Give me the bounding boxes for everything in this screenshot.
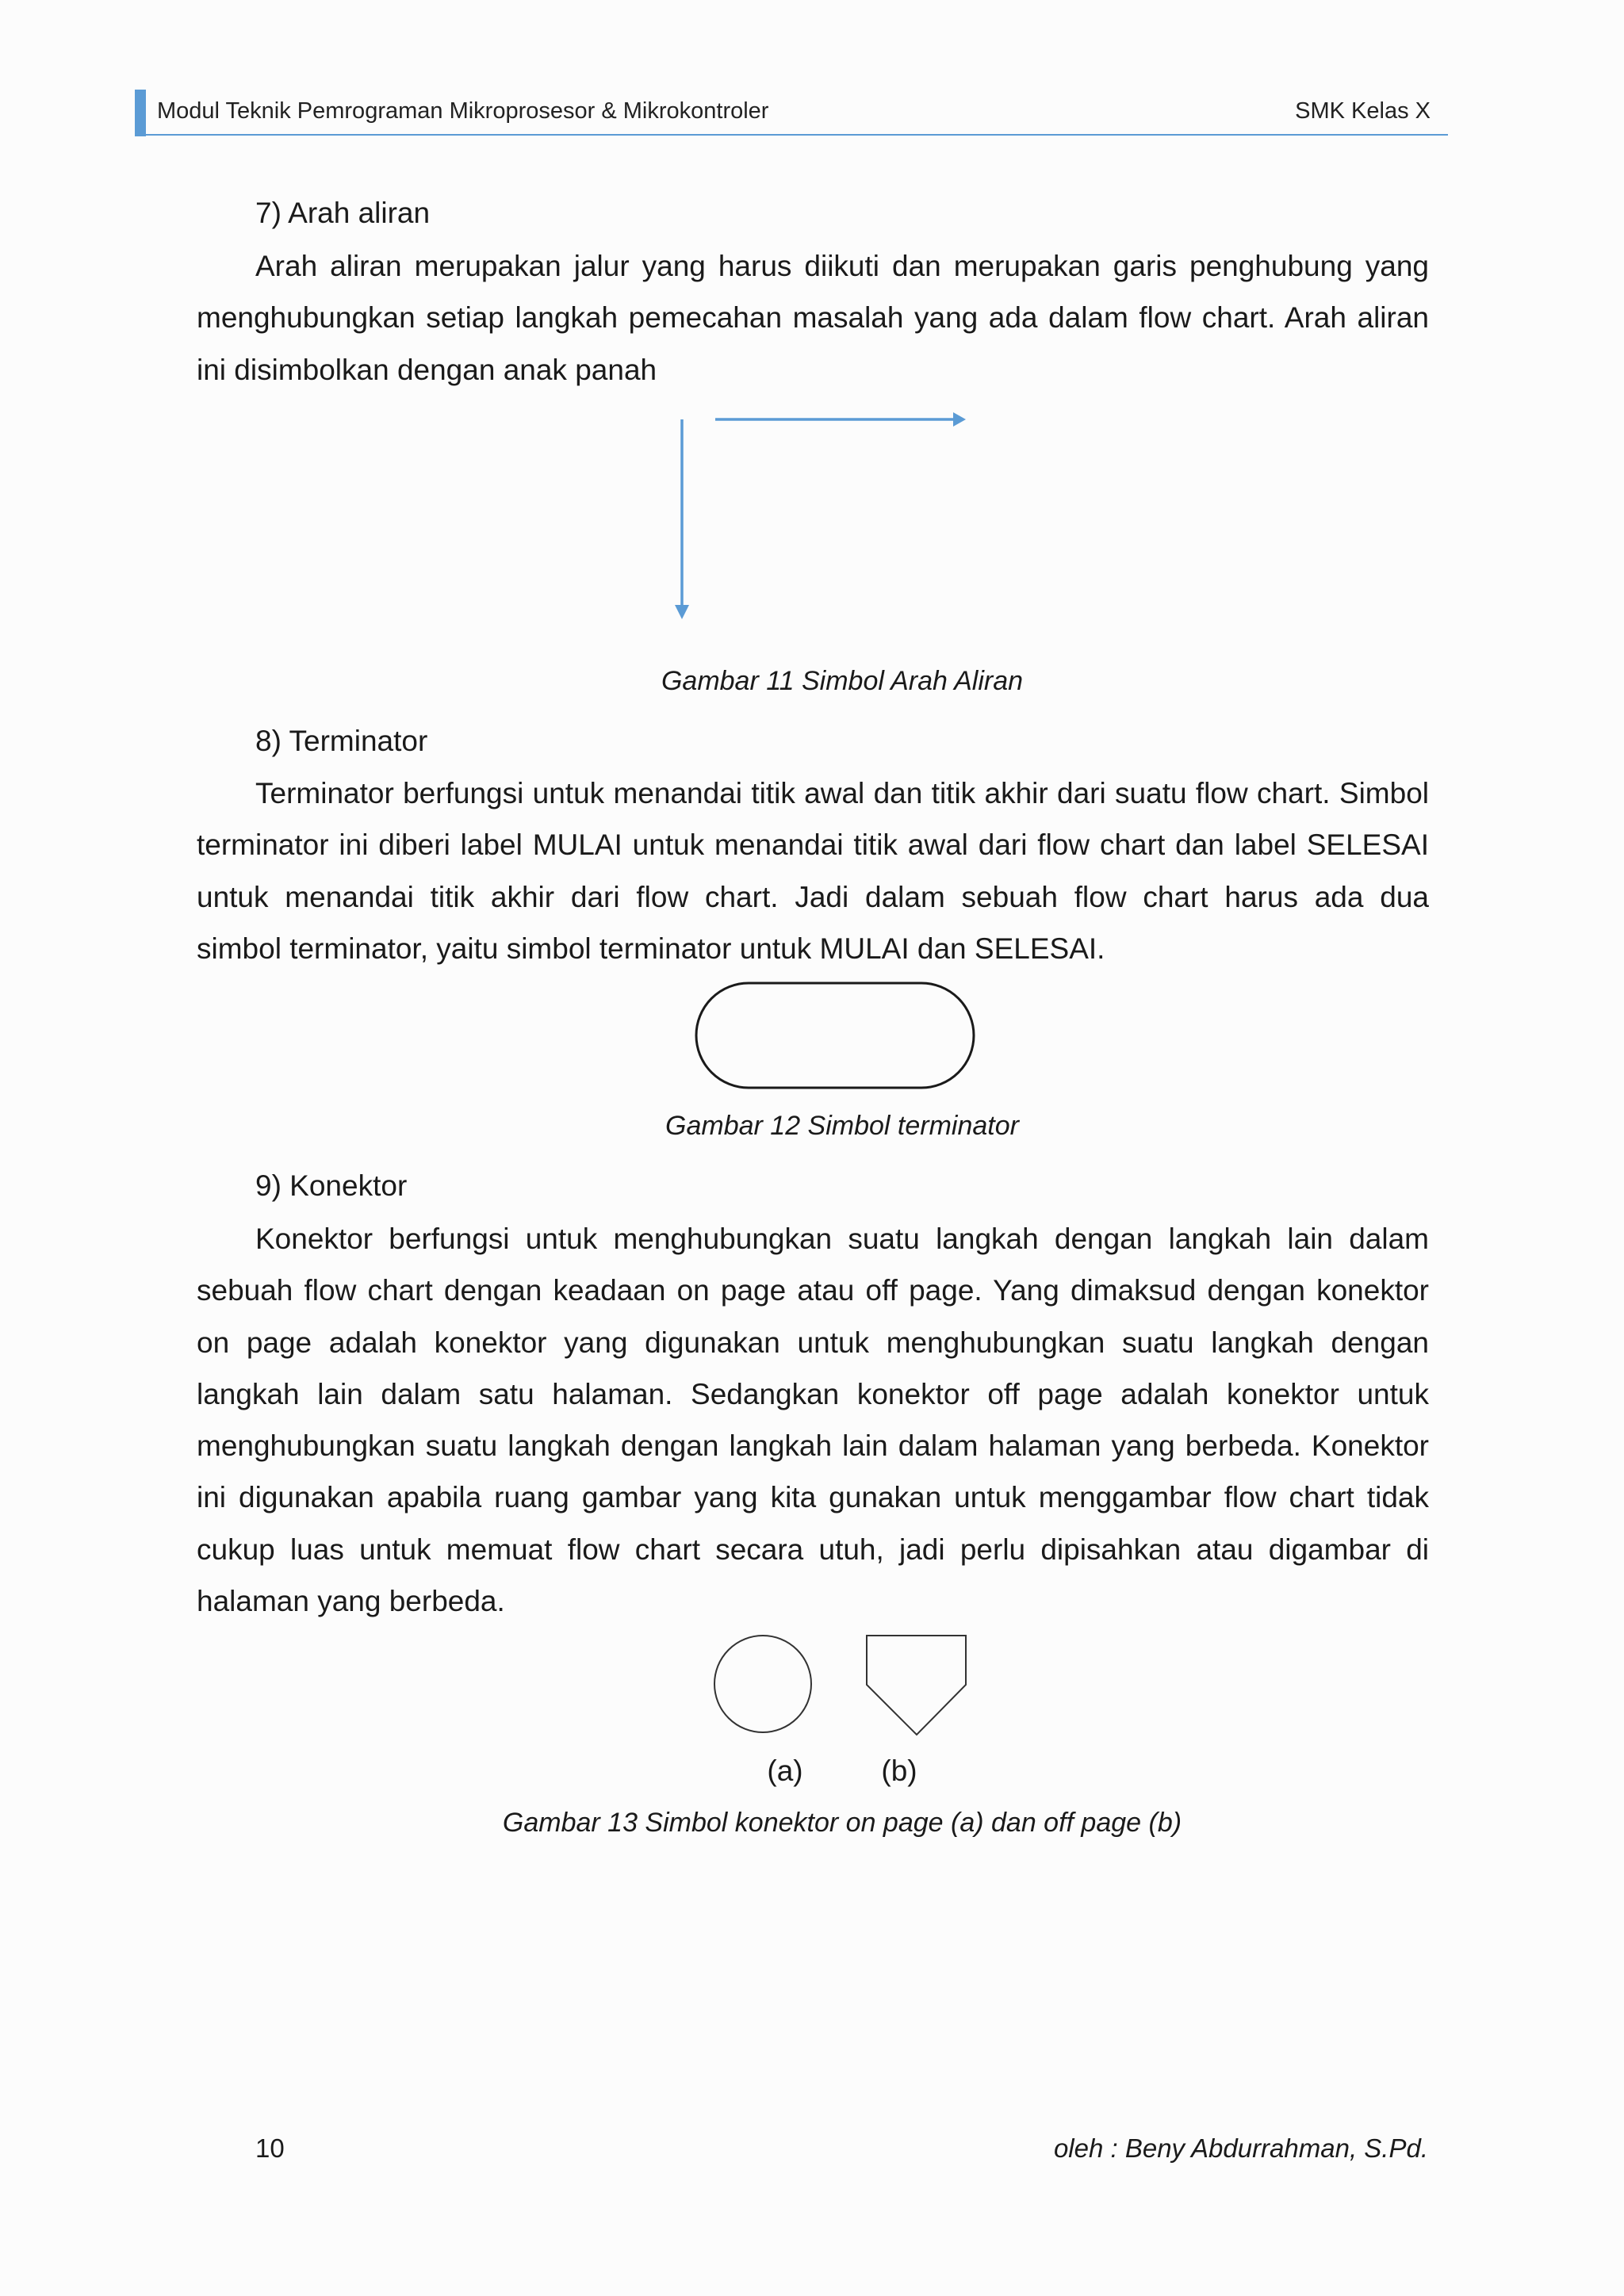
figure-caption: Gambar 12 Simbol terminator (665, 1111, 1019, 1141)
figure-arrows (666, 408, 983, 626)
text-line: ini digunakan apabila ruang gambar yang kita gunakan untuk menggambar flow chart tidak (197, 1481, 1429, 1514)
text-line: Terminator berfungsi untuk menandai titik awal dan titik akhir dari suatu flow chart. Simbol (255, 777, 1429, 809)
page-number: 10 (255, 2133, 285, 2163)
text-line: terminator ini diberi label MULAI untuk menandai titik awal dari flow chart dan label SELESAI (197, 828, 1429, 862)
connector-label-b: (b) (881, 1755, 917, 1787)
text-line: on page adalah konektor yang digunakan untuk menghubungkan suatu langkah dengan (197, 1326, 1429, 1359)
arrow-right-icon (715, 412, 966, 427)
text-line: menghubungkan suatu langkah dengan langkah lain dalam halaman yang berbeda. Konektor (197, 1429, 1429, 1463)
figure-connectors (706, 1625, 975, 1744)
section-heading-terminator: 8) Terminator (255, 725, 428, 757)
text-line: untuk menandai titik akhir dari flow chart. Jadi dalam sebuah flow chart harus ada dua (197, 880, 1429, 913)
text-line: langkah lain dalam satu halaman. Sedangkan konektor off page adalah konektor untuk (197, 1377, 1429, 1410)
figure-caption: Gambar 13 Simbol konektor on page (a) dan off page (b) (502, 1808, 1182, 1838)
paragraph-konektor (197, 1213, 1429, 1627)
terminator-symbol-icon (690, 977, 983, 1094)
paragraph-terminator (197, 767, 1429, 974)
text-line: Arah aliran merupakan jalur yang harus diikuti dan merupakan garis penghubung yang (255, 250, 1429, 282)
section-heading-arah-aliran: 7) Arah aliran (255, 197, 431, 229)
header-accent-bar (135, 90, 146, 136)
text-line: ini disimbolkan dengan anak panah (197, 353, 657, 386)
figure-caption: Gambar 11 Simbol Arah Aliran (661, 666, 1024, 696)
on-page-connector-icon (714, 1636, 811, 1732)
header-class-label: SMK Kelas X (1295, 98, 1431, 124)
header-rule (146, 134, 1448, 136)
text-line: sebuah flow chart dengan keadaan on page atau off page. Yang dimaksud dengan konektor (197, 1274, 1429, 1307)
text-line: simbol terminator, yaitu simbol terminator untuk MULAI dan SELESAI. (197, 932, 1105, 965)
paragraph-arah-aliran (197, 240, 1429, 396)
text-line: cukup luas untuk memuat flow chart secara utuh, jadi perlu dipisahkan atau digambar di (197, 1533, 1429, 1566)
header-title: Modul Teknik Pemrograman Mikroprosesor & Mikrokontroler (157, 98, 769, 124)
text-line: menghubungkan setiap langkah pemecahan masalah yang ada dalam flow chart. Arah aliran (197, 301, 1429, 335)
author-credit: oleh : Beny Abdurrahman, S.Pd. (1053, 2133, 1428, 2163)
section-heading-konektor: 9) Konektor (255, 1169, 408, 1202)
text-line: Konektor berfungsi untuk menghubungkan suatu langkah dengan langkah lain dalam (255, 1223, 1429, 1255)
off-page-connector-icon (867, 1636, 966, 1735)
text-line: halaman yang berbeda. (197, 1585, 505, 1618)
arrow-down-icon (675, 419, 689, 619)
connector-label-a: (a) (767, 1755, 803, 1787)
